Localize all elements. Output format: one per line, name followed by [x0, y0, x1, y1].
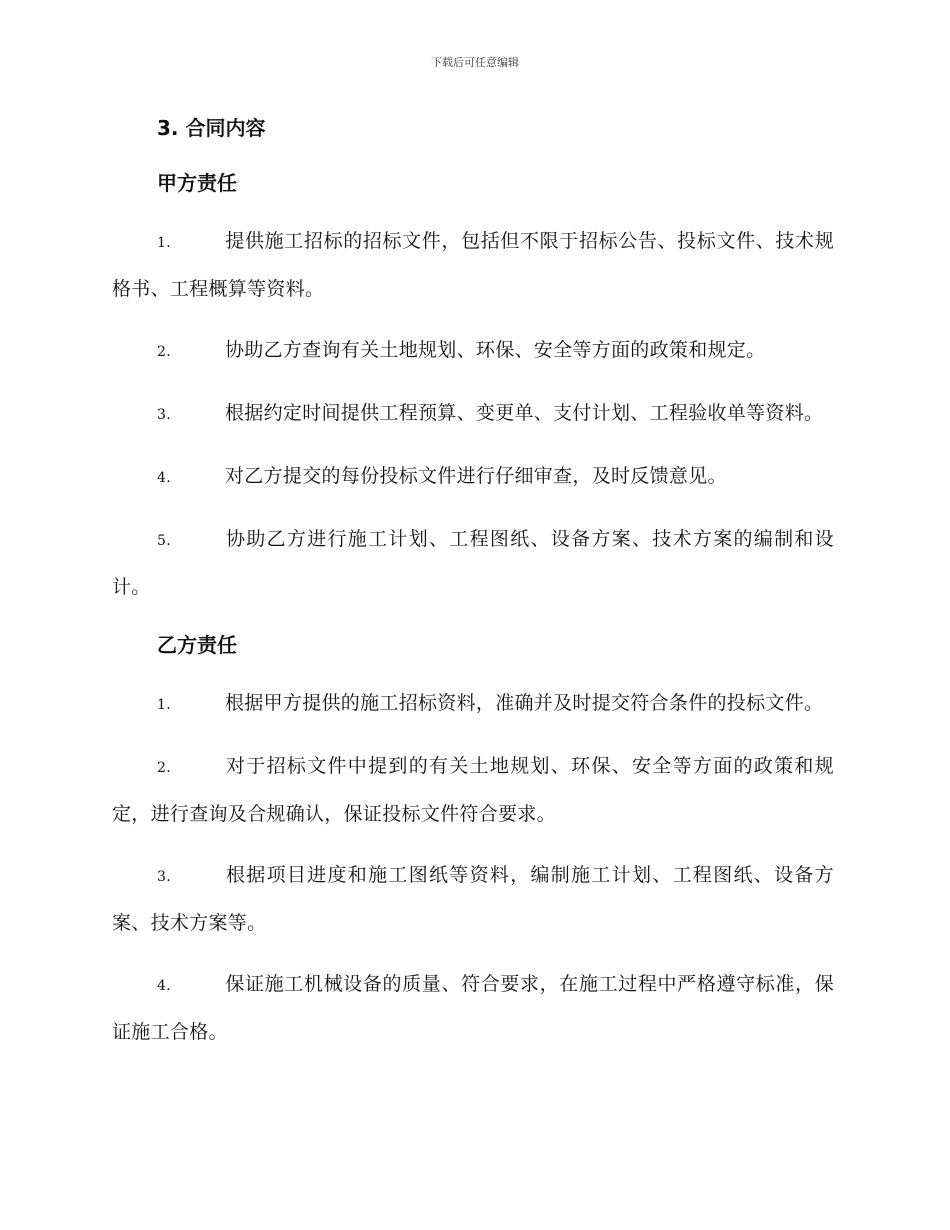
- item-number: 3.: [157, 869, 171, 885]
- item-number: 2.: [157, 344, 171, 360]
- item-number: 3.: [157, 407, 171, 423]
- item-number: 2.: [157, 760, 171, 776]
- item-text: 对于招标文件中提到的有关土地规划、环保、安全等方面的政策和规定，进行查询及合规确认，保证投标文件符合要求。: [112, 755, 834, 825]
- page-header-note: 下载后可任意编辑: [431, 56, 519, 69]
- item-number: 4.: [157, 470, 171, 486]
- party-b-item: [112, 852, 834, 946]
- item-text: 协助乙方查询有关土地规划、环保、安全等方面的政策和规定。: [225, 339, 766, 361]
- item-text: 协助乙方进行施工计划、工程图纸、设备方案、技术方案的编制和设计。: [112, 528, 834, 598]
- document-body: [112, 108, 834, 1070]
- item-text: 根据项目进度和施工图纸等资料，编制施工计划、工程图纸、设备方案、技术方案等。: [112, 864, 834, 934]
- party-a-item: [112, 390, 834, 438]
- item-number: 5.: [157, 533, 171, 549]
- item-text: 保证施工机械设备的质量、符合要求，在施工过程中严格遵守标准，保证施工合格。: [112, 973, 834, 1043]
- party-b-title: 乙方责任: [157, 633, 237, 657]
- party-a-item: [112, 327, 834, 375]
- item-number: 4.: [157, 978, 171, 994]
- item-text: 对乙方提交的每份投标文件进行仔细审查，及时反馈意见。: [225, 465, 727, 487]
- section-title: 3. 合同内容: [157, 116, 266, 140]
- party-a-item: [112, 218, 834, 312]
- item-text: 根据约定时间提供工程预算、变更单、支付计划、工程验收单等资料。: [225, 402, 824, 424]
- party-b-item: [112, 961, 834, 1055]
- item-number: 1.: [157, 235, 171, 251]
- party-a-title: 甲方责任: [157, 171, 237, 195]
- party-b-item: [112, 680, 834, 728]
- item-text: 根据甲方提供的施工招标资料，准确并及时提交符合条件的投标文件。: [225, 692, 824, 714]
- party-b-item: [112, 743, 834, 837]
- party-a-item: [112, 516, 834, 610]
- party-a-item: [112, 453, 834, 501]
- item-number: 1.: [157, 697, 171, 713]
- item-text: 提供施工招标的招标文件，包括但不限于招标公告、投标文件、技术规格书、工程概算等资料。: [112, 230, 834, 300]
